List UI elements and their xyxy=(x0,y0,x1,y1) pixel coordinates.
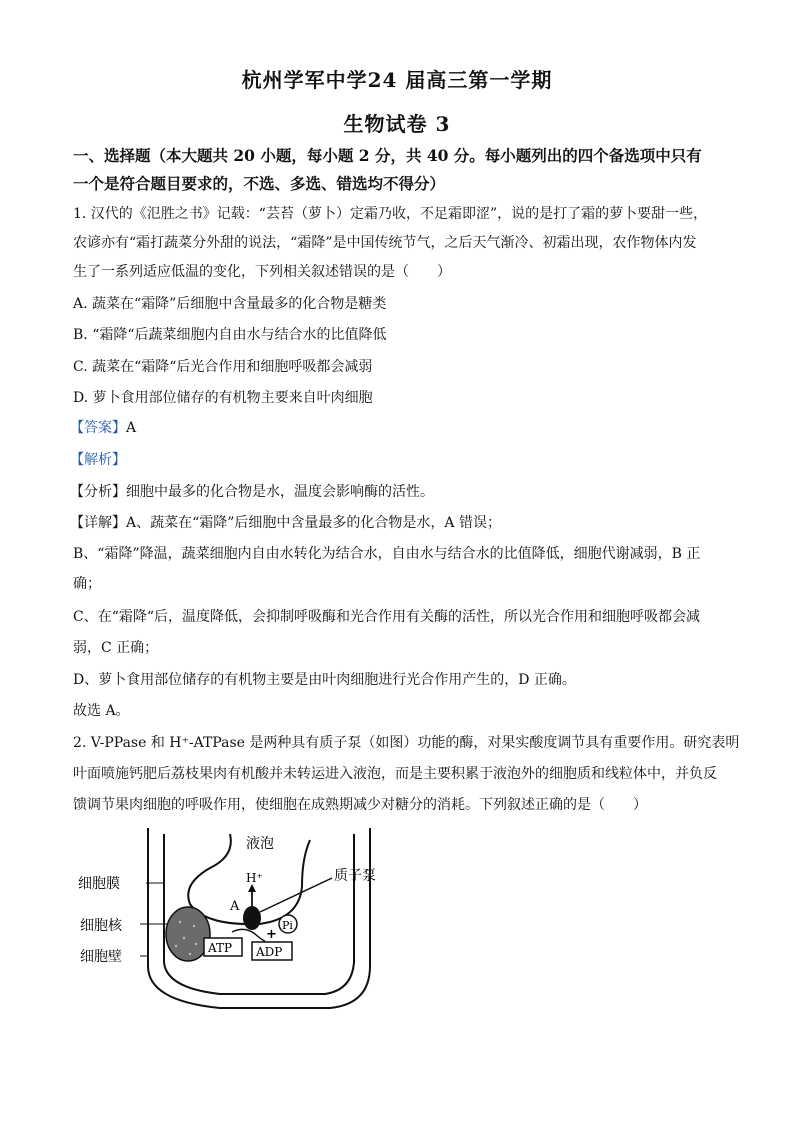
q1-explain-c: C、在“霜降“后，温度降低，会抑制呼吸酶和光合作用有关酶的活性，所以光合作用和细胞呼吸都会减 xyxy=(73,609,701,625)
q1-stem: 1. 汉代的《氾胜之书》记载：“芸苔（萝卜）定霜乃收，不足霜即涩”，说的是打了霜的萝卜要甜一些， xyxy=(73,206,708,222)
label-proton-pump: 质子泵 xyxy=(334,868,376,884)
label-nucleus: 细胞核 xyxy=(80,918,122,934)
q1-explain-b: B、“霜降”降温，蔬菜细胞内自由水转化为结合水，自由水与结合水的比值降低，细胞代谢减弱，B 正 xyxy=(73,546,701,562)
xiangjie-a: A、蔬菜在“霜降”后细胞中含量最多的化合物是水，A 错误； xyxy=(126,515,501,531)
fenxi-text: 细胞中最多的化合物是水，温度会影响酶的活性。 xyxy=(126,484,434,500)
q1-conclusion: 故选 A。 xyxy=(73,703,130,719)
q1-explain-c-cont: 弱，C 正确； xyxy=(73,640,159,656)
label-cell-wall: 细胞壁 xyxy=(80,949,122,965)
q1-explain-d: D、萝卜食用部位储存的有机物主要是由叶肉细胞进行光合作用产生的，D 正确。 xyxy=(73,672,576,688)
section-heading: 一、选择题（本大题共 20 小题，每小题 2 分，共 40 分。每小题列出的四个备选项中只有 xyxy=(73,146,702,165)
answer-value: A xyxy=(126,420,137,436)
page-subtitle: 生物试卷 3 xyxy=(343,112,451,136)
q1-stem: 农谚亦有“霜打蔬菜分外甜的说法，“霜降”是中国传统节气，之后天气渐冷、初霜出现，农作物体内发 xyxy=(73,235,697,251)
q1-analysis xyxy=(70,450,730,470)
q1-fenxi xyxy=(70,482,730,502)
q1-answer xyxy=(70,418,730,438)
proton-pump-shape xyxy=(243,906,261,930)
section-heading-cont: 一个是符合题目要求的，不选、多选、错选均不得分） xyxy=(73,174,446,193)
q1-option-d: D. 萝卜食用部位储存的有机物主要来自叶肉细胞 xyxy=(73,390,373,406)
q1-stem: 生了一系列适应低温的变化，下列相关叙述错误的是（ ） xyxy=(73,264,451,280)
q1-option-b: B. “霜降“后蔬菜细胞内自由水与结合水的比值降低 xyxy=(73,327,387,343)
q1-xiangjie xyxy=(70,513,730,533)
analysis-tag: 【解析】 xyxy=(70,452,126,468)
label-atp: ATP xyxy=(208,941,233,955)
label-h-ion: H⁺ xyxy=(246,871,263,885)
label-pi: Pi xyxy=(282,919,293,932)
q1-option-c: C. 蔬菜在“霜降“后光合作用和细胞呼吸都会减弱 xyxy=(73,359,373,375)
q1-explain-b-cont: 确； xyxy=(73,576,101,592)
fenxi-tag: 【分析】 xyxy=(70,484,126,500)
proton-pump-diagram xyxy=(70,826,410,1016)
label-plus: + xyxy=(266,927,277,942)
q2-stem: 馈调节果肉细胞的呼吸作用，使细胞在成熟期减少对糖分的消耗。下列叙述正确的是（ ） xyxy=(73,797,647,813)
label-a: A xyxy=(230,899,240,914)
label-adp: ADP xyxy=(256,945,283,959)
q2-stem: 2. V-PPase 和 H⁺-ATPase 是两种具有质子泵（如图）功能的酶，对果实酸度调节具有重要作用。研究表明 xyxy=(73,735,740,751)
page-title: 杭州学军中学24 届高三第一学期 xyxy=(241,68,553,92)
label-cell-membrane: 细胞膜 xyxy=(78,876,120,892)
label-vacuole: 液泡 xyxy=(246,836,274,852)
q2-stem: 叶面喷施钙肥后荔枝果肉有机酸并未转运进入液泡，而是主要积累于液泡外的细胞质和线粒体中，并负反 xyxy=(73,766,717,782)
xiangjie-tag: 【详解】 xyxy=(70,515,126,531)
q1-option-a: A. 蔬菜在“霜降”后细胞中含量最多的化合物是糖类 xyxy=(73,296,387,312)
answer-tag: 【答案】 xyxy=(70,420,126,436)
